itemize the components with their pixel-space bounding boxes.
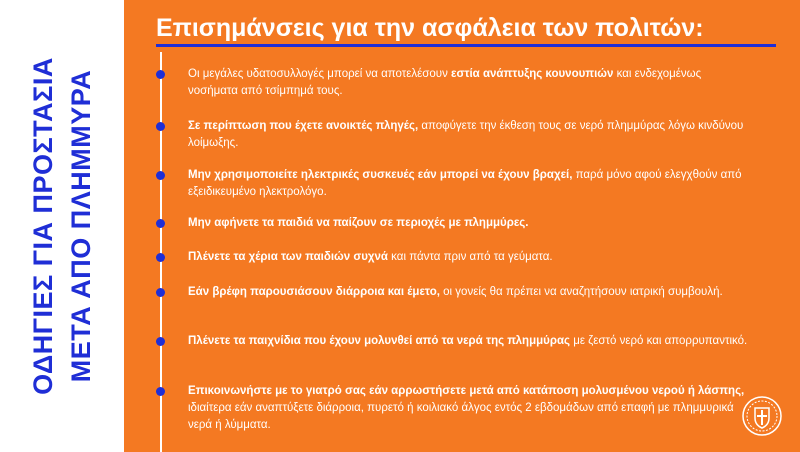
- list-item: Επικοινωνήστε με το γιατρό σας εάν αρρωστήσετε μετά από κατάποση μολυσμένου νερού ή λάσπης, ιδιαίτερα εάν αναπτύξετε διάρροια, πυρετό ή κοιλιακό άλγος εντός 2 εβδομάδων από επαφή με πλημμυρικά νερά ή λύμματα.: [188, 383, 748, 434]
- list-item: Πλένετε τα παιχνίδια που έχουν μολυνθεί από τα νερά της πλημμύρας με ζεστό νερό και απορρυπαντικό.: [188, 333, 748, 350]
- bullet-dot: [156, 288, 165, 297]
- bullet-dot: [156, 387, 165, 396]
- list-item: Μην αφήνετε τα παιδιά να παίζουν σε περιοχές με πλημμύρες.: [188, 215, 748, 232]
- list-item: Οι μεγάλες υδατοσυλλογές μπορεί να αποτελέσουν εστία ανάπτυξης κουνουπιών και ενδεχομένως νοσήματα από τσίμπημά τους.: [188, 66, 748, 100]
- bullet-dot: [156, 219, 165, 228]
- list-item: Μην χρησιμοποιείτε ηλεκτρικές συσκευές εάν μπορεί να έχουν βραχεί, παρά μόνο αφού ελεγχθούν από εξειδικευμένο ηλεκτρολόγο.: [188, 167, 748, 201]
- title-underline: [156, 44, 776, 47]
- bullet-dot: [156, 253, 165, 262]
- main-panel: [124, 0, 800, 452]
- bullet-dot: [156, 70, 165, 79]
- side-title-line-1: ΟΔΗΓΙΕΣ ΓΙΑ ΠΡΟΣΤΑΣΙΑ: [28, 57, 58, 395]
- side-title: [24, 11, 100, 441]
- list-item: Πλένετε τα χέρια των παιδιών συχνά και πάντα πριν από τα γεύματα.: [188, 249, 748, 266]
- list-item: Εάν βρέφη παρουσιάσουν διάρροια και έμετο, οι γονείς θα πρέπει να αναζητήσουν ιατρική συμβουλή.: [188, 284, 748, 301]
- bullet-dot: [156, 122, 165, 131]
- side-panel: [0, 0, 124, 452]
- bullet-dot: [156, 171, 165, 180]
- bullet-dot: [156, 337, 165, 346]
- page-title: Επισημάνσεις για την ασφάλεια των πολιτών:: [156, 14, 704, 42]
- list-item: Σε περίπτωση που έχετε ανοικτές πληγές, αποφύγετε την έκθεση τους σε νερό πλημμύρας λόγω κινδύνου λοίμωξης.: [188, 118, 748, 152]
- side-title-line-2: ΜΕΤΑ ΑΠΟ ΠΛΗΜΜΥΡΑ: [66, 69, 96, 383]
- greek-state-emblem-icon: [742, 396, 782, 436]
